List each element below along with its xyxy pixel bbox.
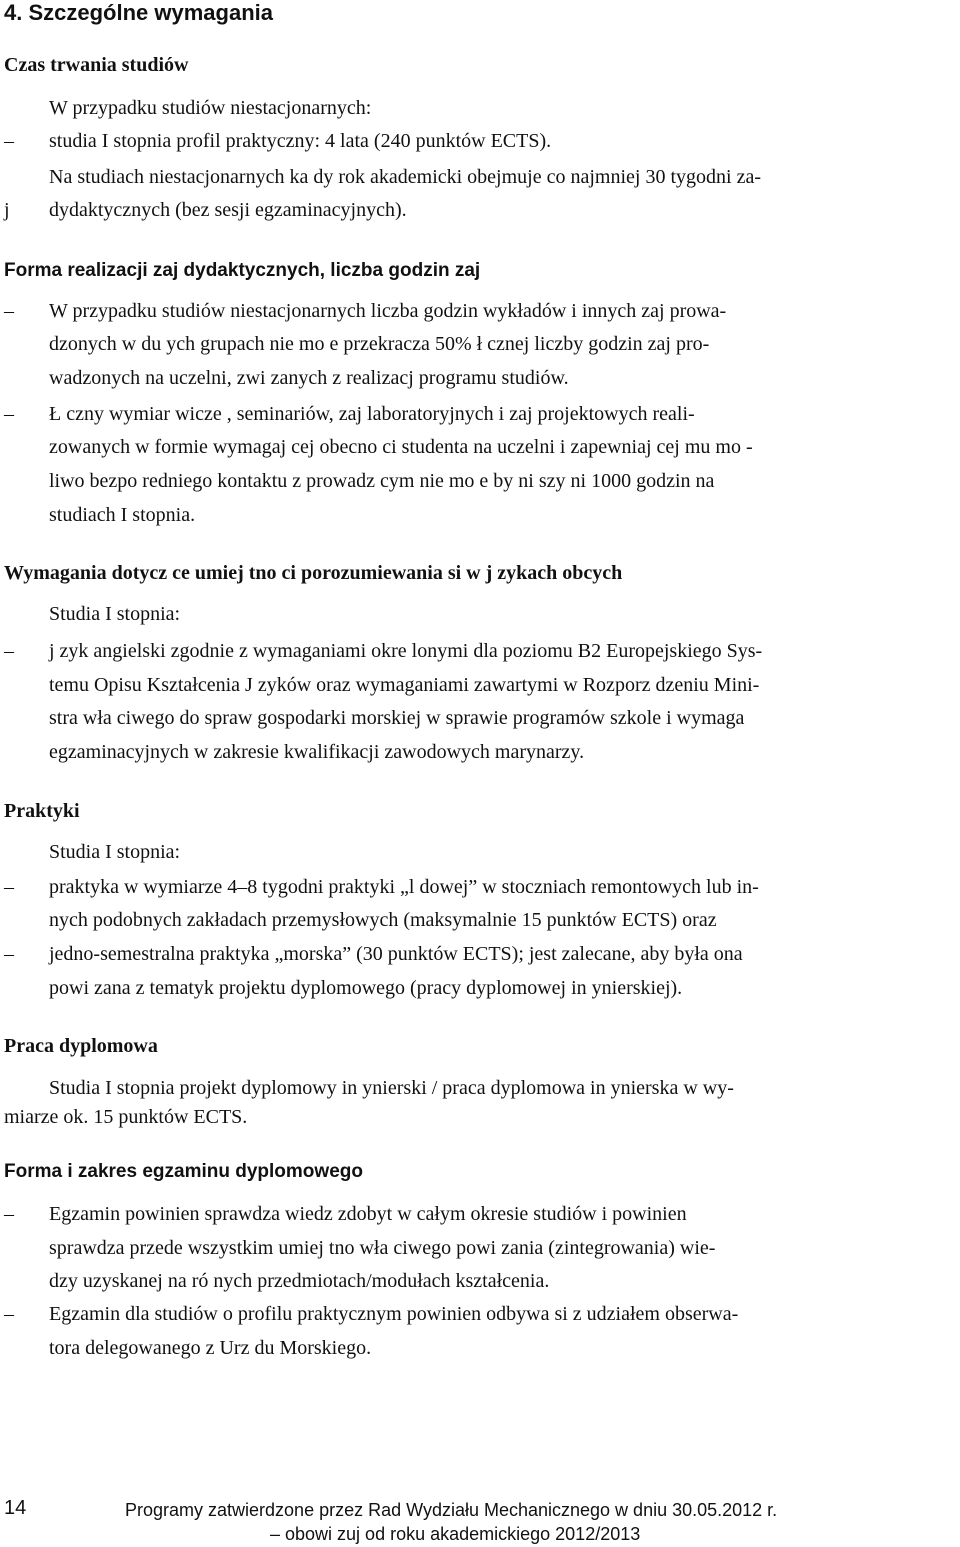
dash-bullet: –: [4, 640, 14, 662]
paragraph-line: stra wła ciwego do spraw gospodarki morskiej w sprawie programów szkole i wymaga: [49, 707, 745, 729]
heading-forma-realizacji: Forma realizacji zaj dydaktycznych, liczba godzin zaj: [4, 260, 481, 281]
paragraph-line: zowanych w formie wymagaj cej obecno ci studenta na uczelni i zapewniaj cej mu mo -: [49, 436, 753, 458]
paragraph-line: W przypadku studiów niestacjonarnych:: [49, 97, 372, 119]
paragraph-line: Ł czny wymiar wicze , seminariów, zaj laboratoryjnych i zaj projektowych reali-: [49, 403, 695, 425]
dash-bullet: –: [4, 1203, 14, 1225]
paragraph-line: tora delegowanego z Urz du Morskiego.: [49, 1337, 372, 1359]
paragraph-line: j: [4, 199, 10, 221]
paragraph-line: miarze ok. 15 punktów ECTS.: [4, 1106, 248, 1128]
paragraph-line: sprawdza przede wszystkim umiej tno wła ciwego powi zania (zintegrowania) wie-: [49, 1237, 716, 1259]
paragraph-line: jedno-semestralna praktyka „morska” (30 punktów ECTS); jest zalecane, aby była ona: [49, 943, 743, 965]
paragraph-line: Studia I stopnia:: [49, 841, 181, 863]
dash-bullet: –: [4, 300, 14, 322]
paragraph-line: Na studiach niestacjonarnych ka dy rok akademicki obejmuje co najmniej 30 tygodni za-: [49, 166, 761, 188]
paragraph-line: Studia I stopnia projekt dyplomowy in ynierski / praca dyplomowa in ynierska w wy-: [49, 1077, 734, 1099]
paragraph-line: wadzonych na uczelni, zwi zanych z realizacj programu studiów.: [49, 367, 569, 389]
paragraph-line: Studia I stopnia:: [49, 603, 181, 625]
heading-praktyki: Praktyki: [4, 800, 80, 822]
dash-bullet: –: [4, 1303, 14, 1325]
heading-wymagania-jezykowe: Wymagania dotycz ce umiej tno ci porozumiewania si w j zykach obcych: [4, 562, 623, 584]
paragraph-line: powi zana z tematyk projektu dyplomowego (pracy dyplomowej in ynierskiej).: [49, 977, 683, 999]
paragraph-line: W przypadku studiów niestacjonarnych liczba godzin wykładów i innych zaj prowa-: [49, 300, 727, 322]
footer-line-2: – obowi zuj od roku akademickiego 2012/2013: [270, 1524, 641, 1544]
paragraph-line: j zyk angielski zgodnie z wymaganiami okre lonymi dla poziomu B2 Europejskiego Sys-: [49, 640, 763, 662]
heading-czas-trwania: Czas trwania studiów: [4, 54, 189, 76]
dash-bullet: –: [4, 130, 14, 152]
paragraph-line: Egzamin powinien sprawdza wiedz zdobyt w całym okresie studiów i powinien: [49, 1203, 687, 1225]
heading-egzamin-dyplomowy: Forma i zakres egzaminu dyplomowego: [4, 1161, 363, 1182]
page-number: 14: [4, 1497, 27, 1519]
heading-praca-dyplomowa: Praca dyplomowa: [4, 1035, 158, 1057]
paragraph-line: dzonych w du ych grupach nie mo e przekracza 50% ł cznej liczby godzin zaj pro-: [49, 333, 710, 355]
paragraph-line: studia I stopnia profil praktyczny: 4 lata (240 punktów ECTS).: [49, 130, 552, 152]
paragraph-line: nych podobnych zakładach przemysłowych (maksymalnie 15 punktów ECTS) oraz: [49, 909, 717, 931]
paragraph-line: liwo bezpo redniego kontaktu z prowadz cym nie mo e by ni szy ni 1000 godzin na: [49, 470, 715, 492]
paragraph-line: studiach I stopnia.: [49, 504, 196, 526]
paragraph-line: praktyka w wymiarze 4–8 tygodni praktyki „l dowej” w stoczniach remontowych lub in-: [49, 876, 759, 898]
paragraph-line: temu Opisu Kształcenia J zyków oraz wymaganiami zawartymi w Rozporz dzeniu Mini-: [49, 674, 760, 696]
paragraph-line: egzaminacyjnych w zakresie kwalifikacji zawodowych marynarzy.: [49, 741, 585, 763]
footer-line-1: Programy zatwierdzone przez Rad Wydziału Mechanicznego w dniu 30.05.2012 r.: [125, 1500, 778, 1520]
paragraph-line: dzy uzyskanej na ró nych przedmiotach/modułach kształcenia.: [49, 1270, 550, 1292]
section-title: 4. Szczególne wymagania: [4, 0, 273, 25]
dash-bullet: –: [4, 403, 14, 425]
paragraph-line: dydaktycznych (bez sesji egzaminacyjnych).: [49, 199, 407, 221]
dash-bullet: –: [4, 943, 14, 965]
dash-bullet: –: [4, 876, 14, 898]
paragraph-line: Egzamin dla studiów o profilu praktycznym powinien odbywa si z udziałem obserwa-: [49, 1303, 739, 1325]
